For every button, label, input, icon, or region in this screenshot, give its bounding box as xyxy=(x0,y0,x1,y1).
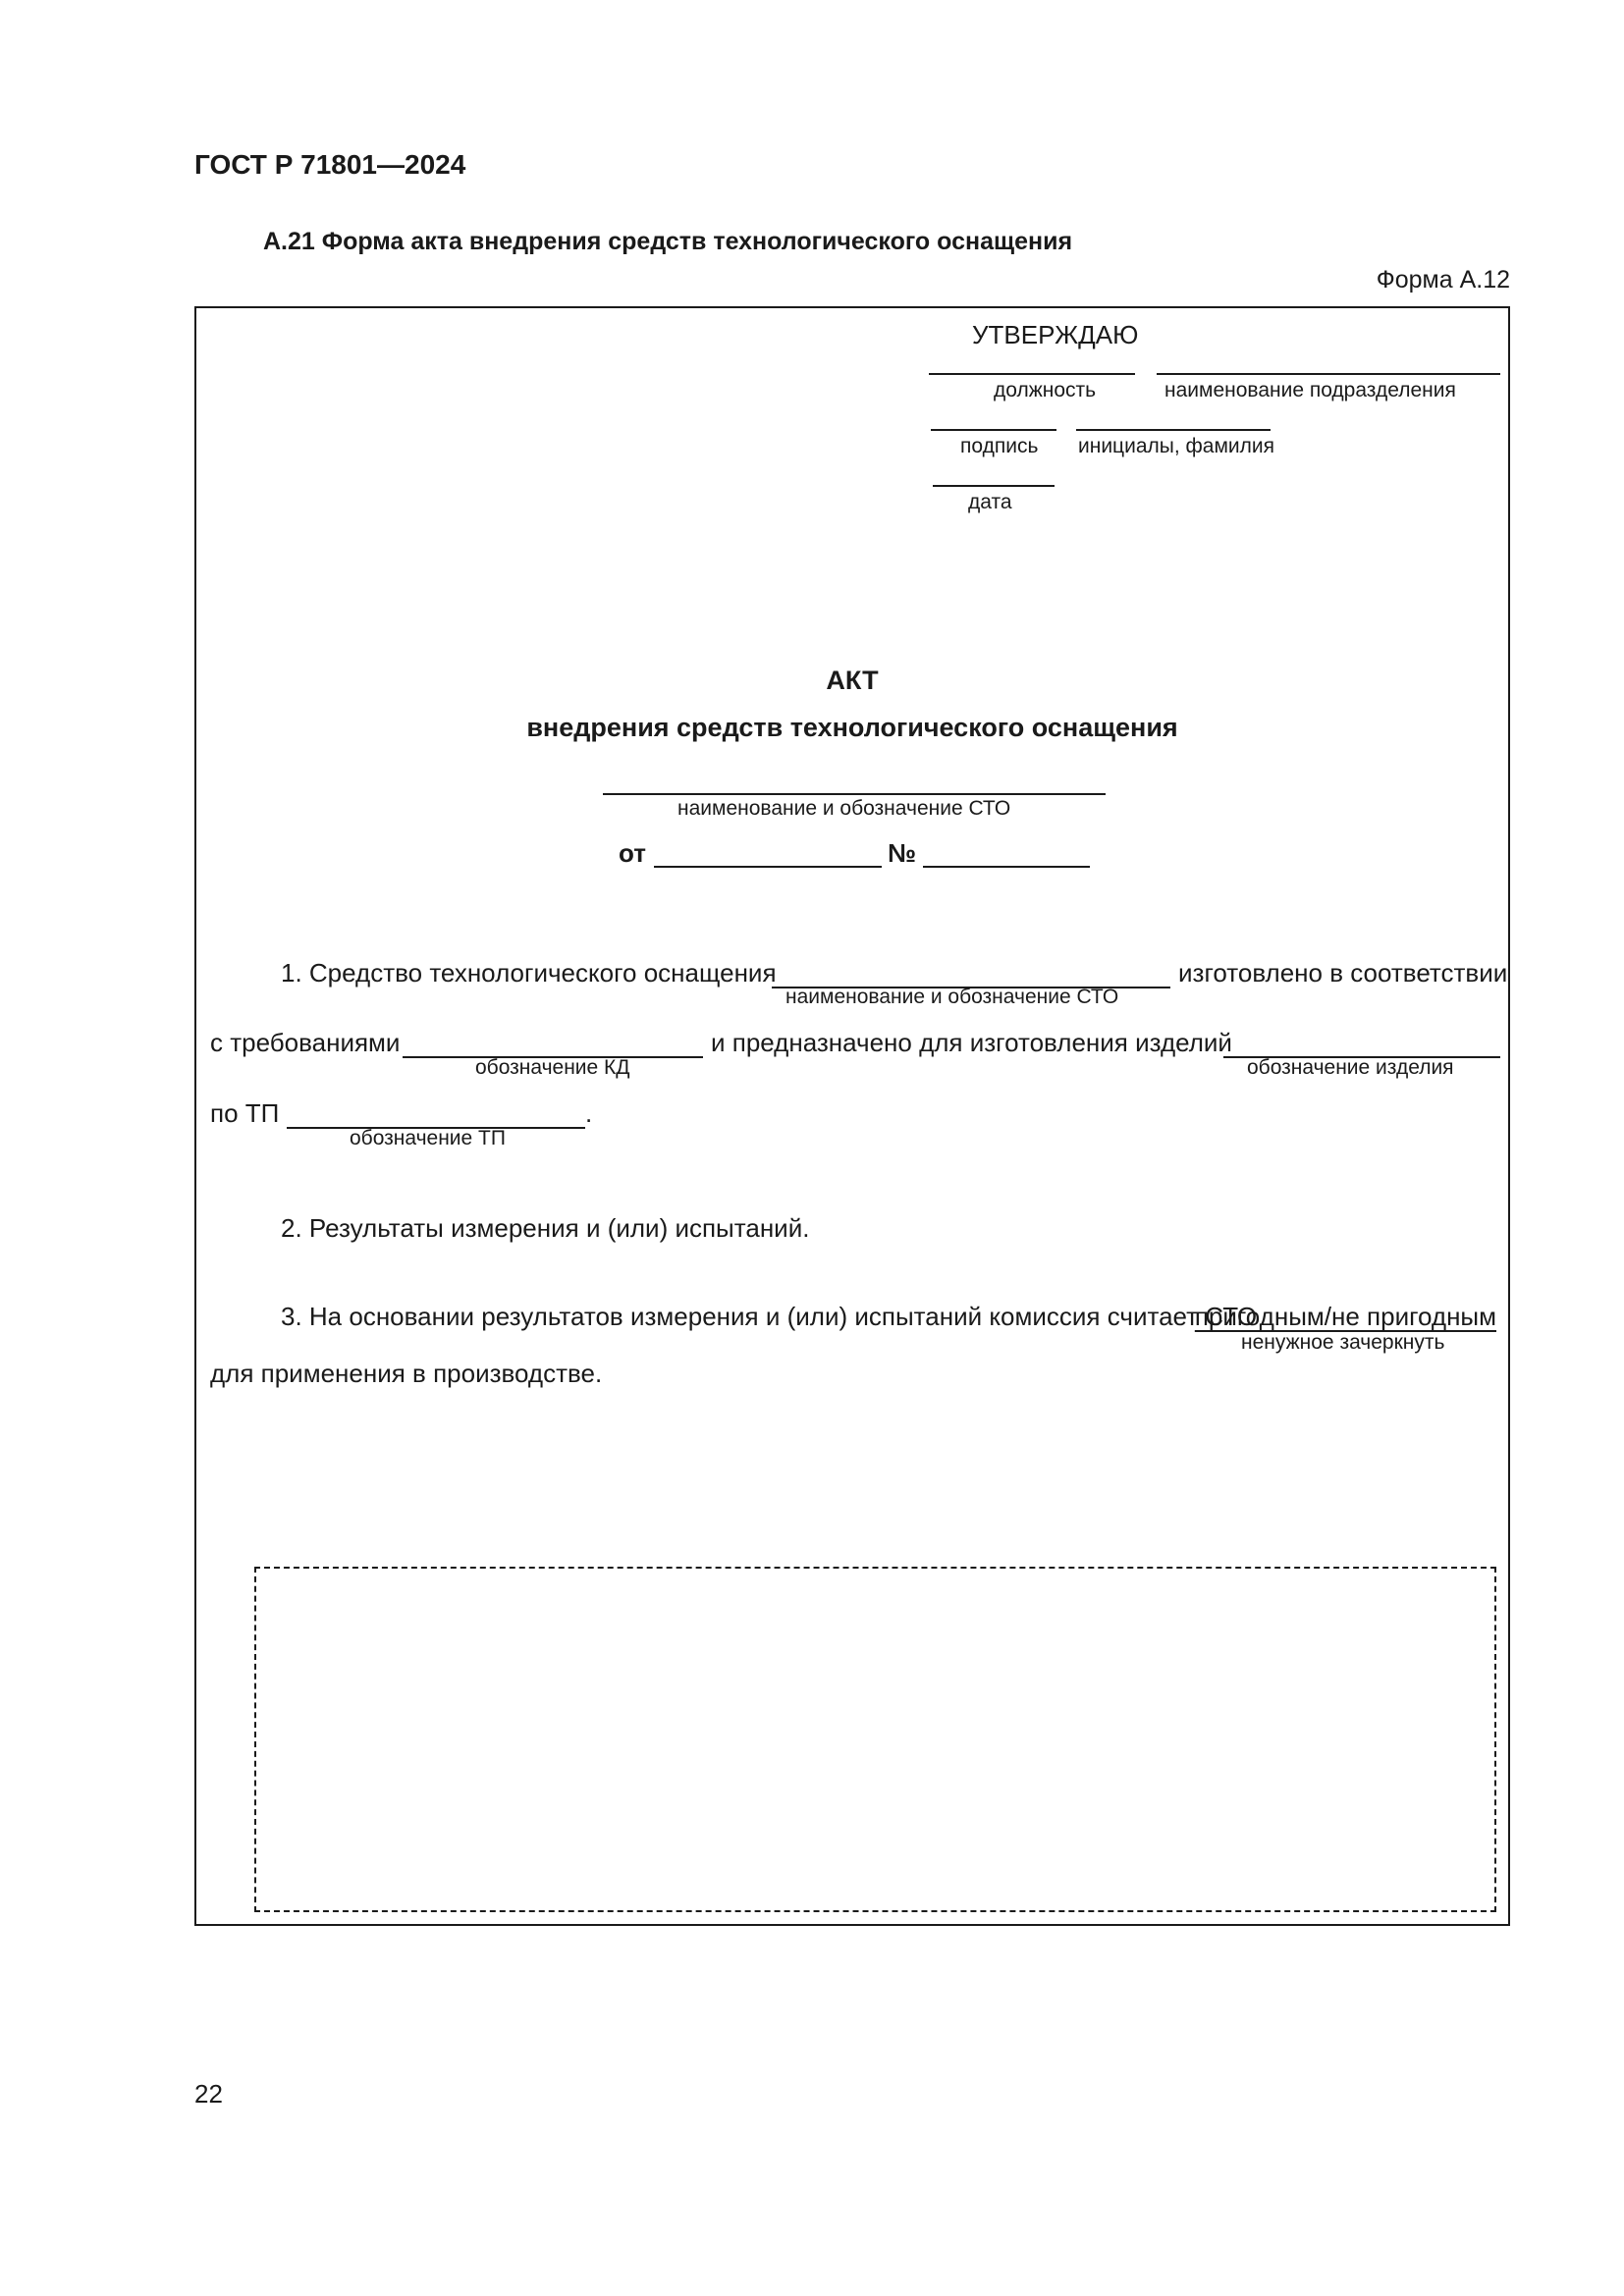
item3-continuation: для применения в производстве. xyxy=(210,1359,603,1388)
sto-caption: наименование и обозначение СТО xyxy=(677,797,1011,820)
number-label: № xyxy=(888,838,916,868)
item1-after-field: изготовлено в соответствии xyxy=(1178,958,1508,988)
act-title: АКТ xyxy=(826,666,879,695)
item1-line3-end: . xyxy=(585,1098,593,1128)
department-caption: наименование подразделения xyxy=(1164,379,1456,401)
position-caption: должность xyxy=(994,379,1097,401)
form-label: Форма А.12 xyxy=(1376,266,1510,294)
item2-text: 2. Результаты измерения и (или) испытаний. xyxy=(281,1213,810,1243)
signature-caption: подпись xyxy=(960,435,1039,457)
item1-field-caption: наименование и обозначение СТО xyxy=(785,986,1119,1008)
kd-caption: обозначение КД xyxy=(475,1056,630,1079)
item3-choice-caption: ненужное зачеркнуть xyxy=(1241,1331,1445,1354)
item3-choice[interactable]: пригодным/не пригодным xyxy=(1194,1302,1496,1331)
date-caption: дата xyxy=(968,491,1012,513)
act-subtitle: внедрения средств технологического оснащения xyxy=(526,713,1178,742)
name-line[interactable] xyxy=(1076,429,1271,431)
page-number: 22 xyxy=(194,2079,223,2109)
product-caption: обозначение изделия xyxy=(1247,1056,1454,1079)
position-line[interactable] xyxy=(929,373,1135,375)
signatures-placeholder xyxy=(254,1567,1496,1912)
signature-line[interactable] xyxy=(931,429,1056,431)
item1-line2-lead: с требованиями xyxy=(210,1028,401,1057)
item1-lead: 1. Средство технологического оснащения xyxy=(281,958,777,988)
sto-name-line[interactable] xyxy=(603,793,1106,795)
item3-text: 3. На основании результатов измерения и (или) испытаний комиссия считает СТО xyxy=(281,1302,1258,1331)
name-caption: инициалы, фамилия xyxy=(1078,435,1274,457)
act-number-line[interactable] xyxy=(923,866,1090,868)
act-date-line[interactable] xyxy=(654,866,882,868)
item1-line2-middle: и предназначено для изготовления изделий xyxy=(711,1028,1232,1057)
standard-number: ГОСТ Р 71801—2024 xyxy=(194,149,466,180)
approval-title: УТВЕРЖДАЮ xyxy=(972,320,1139,349)
department-line[interactable] xyxy=(1157,373,1500,375)
from-label: от xyxy=(619,838,646,868)
section-title: А.21 Форма акта внедрения средств технологического оснащения xyxy=(263,228,1073,255)
item1-line3-lead: по ТП xyxy=(210,1098,280,1128)
tp-caption: обозначение ТП xyxy=(350,1127,506,1149)
date-line[interactable] xyxy=(933,485,1055,487)
